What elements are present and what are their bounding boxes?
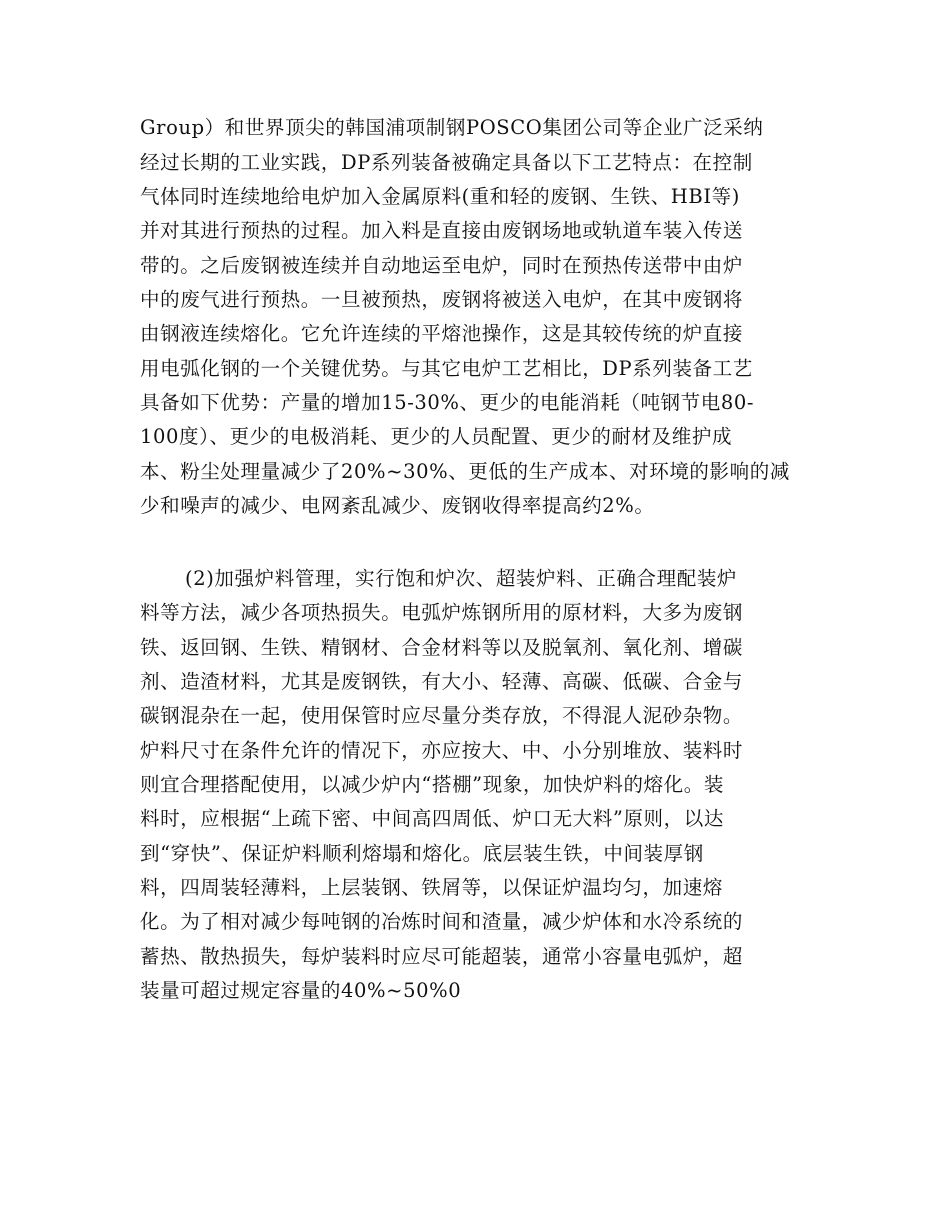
paragraph-1-line-8: 用电弧化钢的一个关键优势。与其它电炉工艺相比，DP系列装备工艺	[140, 357, 753, 380]
paragraph-2-line-5: 碳钢混杂在一起，使用保管时应尽量分类存放，不得混人泥砂杂物。	[140, 704, 744, 727]
paragraph-2-line-2: 料等方法，减少各项热损失。电弧炉炼钢所用的原材料，大多为废钢	[140, 601, 744, 624]
paragraph-2-line-7: 则宜合理搭配使用，以减少炉内“搭棚”现象，加快炉料的熔化。装	[140, 773, 724, 796]
paragraph-2-line-6: 炉料尺寸在条件允许的情况下，亦应按大、中、小分别堆放、装料时	[140, 739, 744, 762]
paragraph-1-line-9: 具备如下优势：产量的增加15-30%、更少的电能消耗（吨钢节电80-	[140, 391, 755, 414]
paragraph-1-line-2: 经过长期的工业实践，DP系列装备被确定具备以下工艺特点：在控制	[140, 151, 753, 174]
paragraph-2-line-4: 剂、造渣材料，尤其是废钢铁，有大小、轻薄、高碳、低碳、合金与	[140, 670, 744, 693]
paragraph-2-line-9: 到“穿快”、保证炉料顺利熔塌和熔化。底层装生铁，中间装厚钢	[140, 842, 704, 865]
paragraph-2-line-1: (2)加强炉料管理，实行饱和炉次、超装炉料、正确合理配装炉	[185, 567, 738, 590]
paragraph-2-line-10: 料，四周装轻薄料，上层装钢、铁屑等，以保证炉温均匀，加速熔	[140, 876, 723, 899]
paragraph-1-line-4: 并对其进行预热的过程。加入料是直接由废钢场地或轨道车装入传送	[140, 219, 744, 242]
paragraph-2-line-8: 料时，应根据“上疏下密、中间高四周低、炉口无大料”原则，以达	[140, 807, 724, 830]
paragraph-1-line-1: Group）和世界顶尖的韩国浦项制钢POSCO集团公司等企业广泛采纳	[140, 116, 764, 139]
paragraph-1-line-3: 气体同时连续地给电炉加入金属原料(重和轻的废钢、生铁、HBI等)	[140, 185, 740, 208]
paragraph-2-line-3: 铁、返回钢、生铁、精钢材、合金材料等以及脱氧剂、氧化剂、增碳	[140, 636, 744, 659]
paragraph-1-line-7: 由钢液连续熔化。它允许连续的平熔池操作，这是其较传统的炉直接	[140, 322, 744, 345]
paragraph-1-line-5: 带的。之后废钢被连续并自动地运至电炉，同时在预热传送带中由炉	[140, 254, 744, 277]
paragraph-1-line-10: 100度）、更少的电极消耗、更少的人员配置、更少的耐材及维护成	[140, 425, 733, 448]
paragraph-1-line-11: 本、粉尘处理量减少了20%~30%、更低的生产成本、对环境的影响的减	[140, 460, 790, 483]
paragraph-2-line-13: 装量可超过规定容量的40%~50%0	[140, 979, 462, 1002]
paragraph-1-line-12: 少和噪声的减少、电网紊乱减少、废钢收得率提高约2%。	[140, 494, 655, 517]
paragraph-2-line-11: 化。为了相对减少每吨钢的冶炼时间和渣量，减少炉体和水冷系统的	[140, 910, 744, 933]
paragraph-2-line-12: 蓄热、散热损失，每炉装料时应尽可能超装，通常小容量电弧炉，超	[140, 945, 744, 968]
paragraph-1-line-6: 中的废气进行预热。一旦被预热，废钢将被送入电炉，在其中废钢将	[140, 288, 744, 311]
